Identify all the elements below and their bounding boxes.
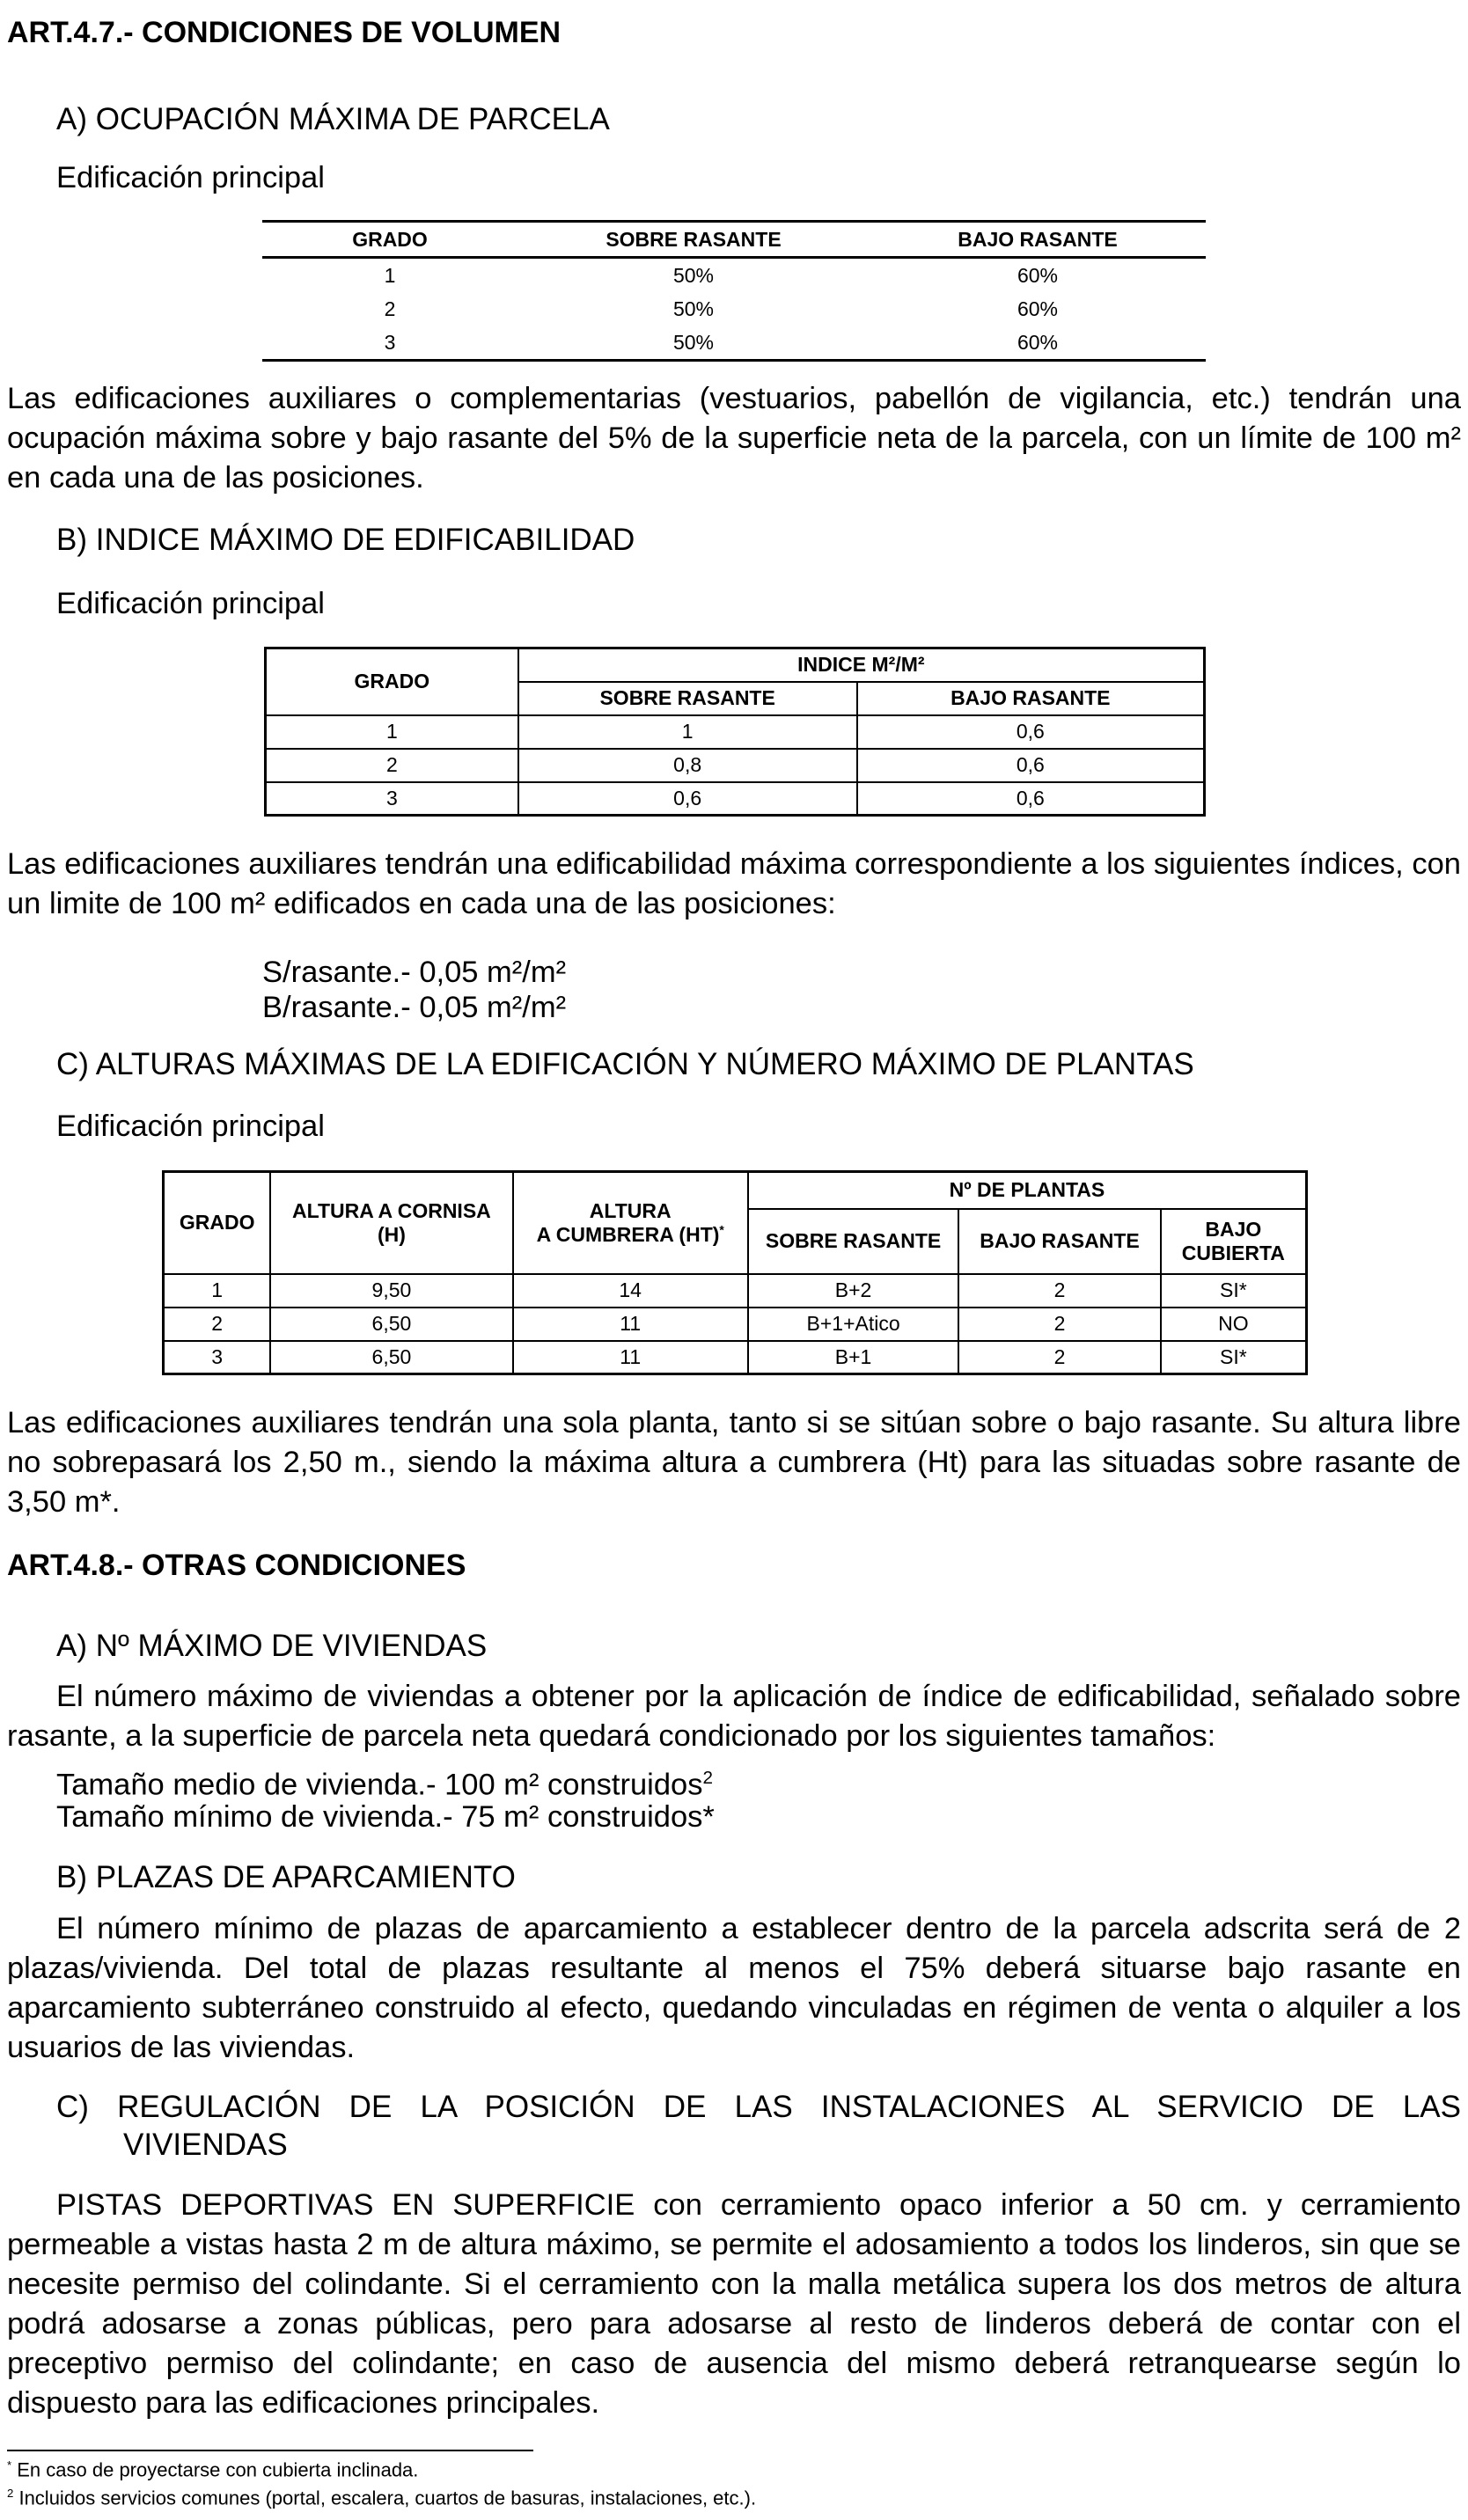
table-cell: 2 [384,297,396,320]
table-cell: 2 [958,1341,1160,1374]
buildability-table [264,647,1206,817]
col-group-header: Nº DE PLANTAS [748,1172,1307,1209]
art48-section-b-paragraph: El número mínimo de plazas de aparcamiento a establecer dentro de la parcela adscrita será de 2 plazas/vivienda. Del total de plazas resultante al menos el 75% deberá situarse bajo rasante en aparcamiento subterráneo construido al efecto, quedando vinculadas en régimen de venta o alquiler a los usuarios de las viviendas. [7,1912,1461,2064]
table-row [164,1341,1307,1374]
table-cell: 2 [958,1274,1160,1308]
cornisa-line2: (H) [377,1222,406,1246]
article-title-4-7: ART.4.7.- CONDICIONES DE VOLUMEN [7,16,562,49]
section-c-heading: C) ALTURAS MÁXIMAS DE LA EDIFICACIÓN Y NÚMERO MÁXIMO DE PLANTAS [56,1047,1194,1081]
table-cell: 0,6 [857,715,1205,749]
table-cell: 1 [266,715,518,749]
col-header: SOBRE RASANTE [517,222,870,258]
table-cell: B+2 [748,1274,958,1308]
col-header: SOBRE RASANTE [748,1209,958,1274]
table-row [164,1274,1307,1308]
table-header-row [262,222,1206,258]
section-b-paragraph: Las edificaciones auxiliares tendrán una edificabilidad máxima correspondiente a los siguientes índices, con un limite de 100 m² edificados en cada una de las posiciones: [7,847,1461,920]
table-cell: 0,8 [518,749,857,782]
table-cell: 3 [164,1341,271,1374]
table-row [262,326,1206,361]
art48-section-a-heading: A) Nº MÁXIMO DE VIVIENDAS [56,1629,488,1663]
table-cell: 9,50 [270,1274,512,1308]
section-c-subheading: Edificación principal [56,1110,325,1143]
col-header-bajo-cubierta [1161,1209,1307,1274]
col-header: BAJO RASANTE [870,222,1206,258]
table-cell: 50% [517,326,870,361]
table-cell: 0,6 [857,749,1205,782]
occupancy-table [262,220,1206,362]
index-item: B/rasante.- 0,05 m²/m² [262,991,567,1024]
cumbrera-line2: A CUMBRERA (HT) [536,1222,720,1246]
col-header-grado: GRADO [266,648,518,715]
table-row [266,782,1205,816]
table-cell: SI* [1161,1274,1307,1308]
art48-section-c-paragraph: PISTAS DEPORTIVAS EN SUPERFICIE con cerramiento opaco inferior a 50 cm. y cerramiento permeable a vistas hasta 2 m de altura máximo, se permite el adosamiento a todos los linderos, sin que se necesite permiso del colindante. Si el cerramiento con la malla metálica supera los dos metros de altura podrá adosarse a zonas públicas, pero para adosarse al resto de linderos deberá de contar con el preceptivo permiso del colindante; en caso de ausencia del mismo deberá retranquearse según lo dispuesto para las edificaciones principales. [7,2188,1461,2420]
table-cell: 2 [958,1308,1160,1341]
footnote-ref: 2 [702,1768,713,1788]
col-header: BAJO RASANTE [958,1209,1160,1274]
art48-section-b-heading: B) PLAZAS DE APARCAMIENTO [56,1860,516,1894]
table-row [266,715,1205,749]
art48-section-c-heading: C) REGULACIÓN DE LA POSICIÓN DE LAS INSTALACIONES AL SERVICIO DE LAS [56,2090,1461,2124]
table-cell: 1 [518,715,857,749]
table-cell: 60% [870,326,1206,361]
table-cell: SI* [1161,1341,1307,1374]
table-cell: B+1 [748,1341,958,1374]
table-cell: 1 [384,263,396,287]
table-cell: 0,6 [857,782,1205,816]
table-row [262,292,1206,326]
col-header: SOBRE RASANTE [518,682,857,715]
bajocub-line1: BAJO [1205,1217,1262,1241]
footnote-mark: 2 [7,2487,14,2500]
table-cell: 2 [164,1308,271,1341]
table-cell: 14 [513,1274,748,1308]
footnote-text: En caso de proyectarse con cubierta inclinada. [11,2458,419,2481]
col-header: BAJO RASANTE [857,682,1205,715]
article-title-4-8: ART.4.8.- OTRAS CONDICIONES [7,1549,466,1582]
table-cell: 6,50 [270,1341,512,1374]
table-cell: 11 [513,1308,748,1341]
section-a-paragraph: Las edificaciones auxiliares o complementarias (vestuarios, pabellón de vigilancia, etc.) tendrán una ocupación máxima sobre y bajo rasante del 5% de la superficie neta de la parcela, con un límite de 100 m² en cada una de las posiciones. [7,382,1461,494]
size-item: Tamaño mínimo de vivienda.- 75 m² construidos* [56,1800,715,1834]
table-cell: 3 [262,326,517,361]
section-a-heading: A) OCUPACIÓN MÁXIMA DE PARCELA [56,102,610,136]
footnote-text: Incluidos servicios comunes (portal, escalera, cuartos de basuras, instalaciones, etc.). [13,2487,757,2509]
footnote [7,2487,756,2509]
col-header: GRADO [262,222,517,258]
table-cell: 3 [266,782,518,816]
section-a-subheading: Edificación principal [56,161,325,194]
cumbrera-line1: ALTURA [589,1198,672,1222]
col-header-cumbrera [513,1172,748,1274]
cornisa-line1: ALTURA A CORNISA [292,1198,491,1222]
table-cell: 60% [1017,263,1059,287]
section-b-heading: B) INDICE MÁXIMO DE EDIFICABILIDAD [56,523,635,557]
index-item: S/rasante.- 0,05 m²/m² [262,956,567,989]
table-cell: 60% [1017,297,1059,320]
table-cell: 1 [164,1274,271,1308]
table-cell: NO [1161,1308,1307,1341]
footnote-mark: * [7,2458,12,2472]
heights-table [162,1170,1308,1375]
art48-section-c-heading-line2: VIVIENDAS [123,2128,288,2162]
table-cell: 50% [672,263,715,287]
footnote-divider [7,2450,533,2451]
art48-section-a-paragraph: El número máximo de viviendas a obtener por la aplicación de índice de edificabilidad, señalado sobre rasante, a la superficie de parcela neta quedará condicionado por los siguientes tamaños: [7,1680,1461,1753]
table-row [164,1308,1307,1341]
table-row [266,749,1205,782]
table-cell: B+1+Atico [748,1308,958,1341]
section-c-paragraph: Las edificaciones auxiliares tendrán una sola planta, tanto si se sitúan sobre o bajo rasante. Su altura libre no sobrepasará los 2,50 m., siendo la máxima altura a cumbrera (Ht) para las situadas sobre rasante de 3,50 m*. [7,1406,1461,1519]
table-cell: 11 [513,1341,748,1374]
table-cell: 6,50 [270,1308,512,1341]
table-row [262,258,1206,293]
table-cell: 2 [266,749,518,782]
bajocub-line2: CUBIERTA [1181,1241,1285,1264]
table-cell: 0,6 [518,782,857,816]
col-group-header: INDICE M²/M² [518,648,1205,682]
col-header-grado: GRADO [164,1172,271,1274]
section-b-subheading: Edificación principal [56,587,325,620]
col-header-cornisa [270,1172,512,1274]
table-cell: 50% [672,297,715,320]
size-item-text: Tamaño medio de vivienda.- 100 m² construidos [56,1768,703,1802]
footnote [7,2458,418,2481]
footnote-ref: * [719,1223,724,1237]
